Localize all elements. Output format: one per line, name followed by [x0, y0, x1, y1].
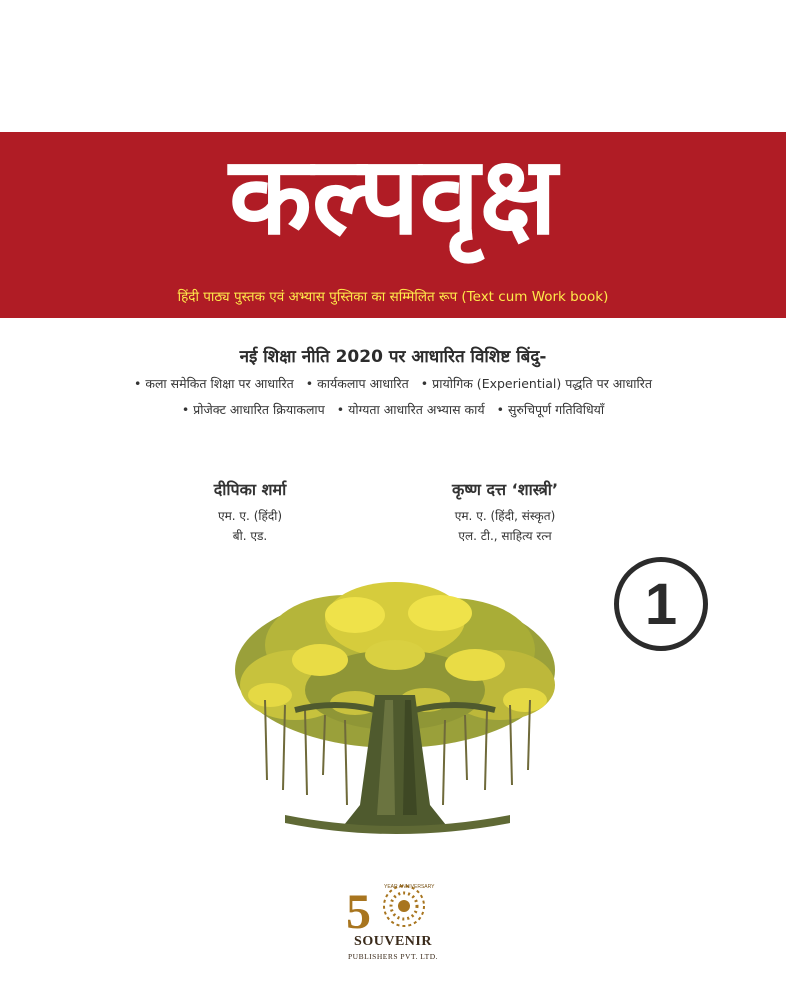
feature-item: • प्रोजेक्ट आधारित क्रियाकलाप	[182, 402, 325, 417]
banyan-tree-illustration	[225, 575, 565, 840]
anniversary-logo	[340, 878, 450, 936]
author-qualification: एम. ए. (हिंदी, संस्कृत)	[454, 509, 556, 523]
features-heading: नई शिक्षा नीति 2020 पर आधारित विशिष्ट बिंदु-	[239, 347, 547, 367]
logo-ring-text: YEAR ANNIVERSARY	[384, 884, 435, 890]
features-line-1	[0, 375, 786, 392]
author-2	[420, 478, 590, 546]
author-name: कृष्ण दत्त ‘शास्त्री’	[451, 480, 559, 499]
grade-badge	[614, 557, 708, 651]
logo-numeral: 5	[346, 883, 371, 936]
author-qualification: बी. एड.	[232, 529, 268, 543]
logo-dot-ring	[384, 886, 424, 926]
publisher-name: SOUVENIR	[354, 934, 432, 949]
feature-item: • सुरुचिपूर्ण गतिविधियाँ	[497, 402, 605, 417]
feature-item: • कला समेकित शिक्षा पर आधारित	[134, 376, 294, 391]
feature-item: • कार्यकलाप आधारित	[306, 376, 409, 391]
features-line-2	[0, 401, 786, 418]
author-name: दीपिका शर्मा	[213, 480, 287, 499]
feature-item: • प्रायोगिक (Experiential) पद्धति पर आधारित	[421, 376, 652, 391]
book-title: कल्पवृक्ष	[228, 134, 558, 259]
feature-item: • योग्यता आधारित अभ्यास कार्य	[337, 402, 485, 417]
book-subtitle: हिंदी पाठ्य पुस्तक एवं अभ्यास पुस्तिका का सम्मिलित रूप (Text cum Work book)	[177, 289, 609, 305]
author-qualification: एल. टी., साहित्य रत्न	[458, 529, 552, 543]
author-qualification: एम. ए. (हिंदी)	[217, 509, 283, 523]
publisher-subtitle: PUBLISHERS PVT. LTD.	[347, 952, 438, 961]
grade-number: 1	[644, 571, 678, 637]
author-1	[175, 478, 325, 546]
